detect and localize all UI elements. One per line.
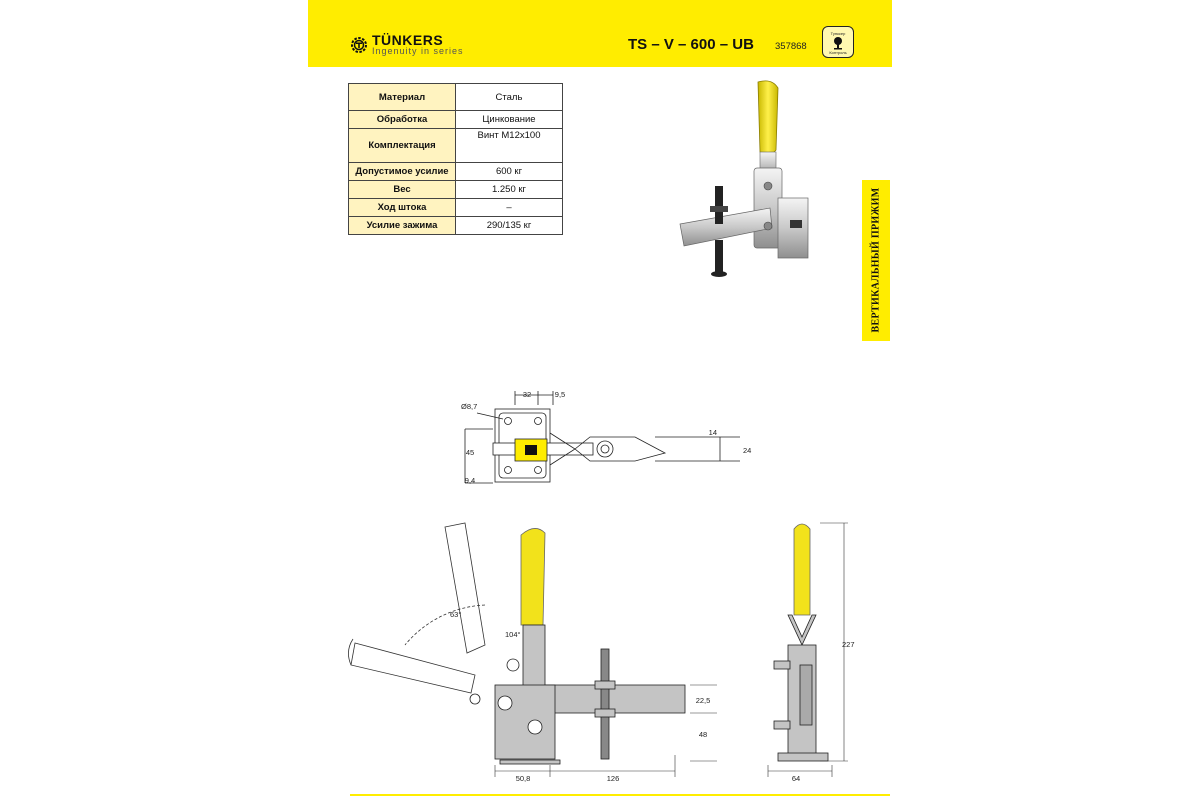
spec-value: – — [456, 199, 563, 217]
spec-label: Материал — [349, 84, 456, 111]
product-code: 357868 — [775, 41, 807, 52]
spec-value: 600 кг — [456, 163, 563, 181]
table-row — [349, 181, 563, 199]
spec-label: Вес — [349, 181, 456, 199]
spec-value: 290/135 кг — [456, 217, 563, 235]
side-view-drawing — [345, 515, 725, 785]
dim-48: 48 — [698, 730, 708, 739]
top-view-drawing — [455, 385, 755, 495]
dim-126: 126 — [606, 774, 620, 783]
dim-32: 32 — [522, 390, 532, 399]
brand-name: TÜNKERS — [372, 32, 444, 48]
angle-104: 104° — [505, 630, 521, 639]
spec-table — [348, 83, 563, 235]
table-row — [349, 129, 563, 163]
spec-value: 1.250 кг — [456, 181, 563, 199]
dim-hole: Ø8,7 — [461, 402, 478, 411]
spec-value: Винт М12х100 — [456, 129, 563, 163]
dim-22-5: 22,5 — [695, 696, 711, 705]
dim-50-8: 50,8 — [515, 774, 531, 783]
category-side-tab — [862, 180, 890, 341]
table-row — [349, 163, 563, 181]
table-row — [349, 111, 563, 129]
spec-label: Комплектация — [349, 129, 456, 163]
dim-9-4: 9,4 — [464, 476, 476, 485]
dim-227: 227 — [842, 640, 855, 649]
table-row — [349, 217, 563, 235]
dim-9-5: 9,5 — [554, 390, 566, 399]
spec-label: Ход штока — [349, 199, 456, 217]
spec-value: Сталь — [456, 84, 563, 111]
gear-logo-icon — [350, 36, 368, 54]
table-row — [349, 199, 563, 217]
quality-mark-icon — [823, 27, 853, 57]
angle-63: 63° — [450, 610, 462, 619]
dim-45: 45 — [465, 448, 475, 457]
product-model: TS – V – 600 – UB — [628, 36, 754, 53]
dim-14: 14 — [708, 428, 717, 437]
spec-label: Допустимое усилие — [349, 163, 456, 181]
brand-tagline: Ingenuity in series — [372, 46, 464, 56]
table-row — [349, 84, 563, 111]
dim-64: 64 — [791, 774, 801, 783]
cert-top-text: Тунксер — [830, 31, 846, 36]
footer-rule — [350, 794, 890, 796]
spec-label: Усилие зажима — [349, 217, 456, 235]
certification-badge — [822, 26, 854, 58]
category-label: ВЕРТИКАЛЬНЫЙ ПРИЖИМ — [870, 187, 882, 333]
spec-value: Цинкование — [456, 111, 563, 129]
cert-bottom-text: Контроль — [829, 50, 847, 55]
spec-label: Обработка — [349, 111, 456, 129]
product-photo — [660, 78, 820, 278]
front-view-drawing — [760, 515, 870, 785]
dim-24: 24 — [743, 446, 752, 455]
